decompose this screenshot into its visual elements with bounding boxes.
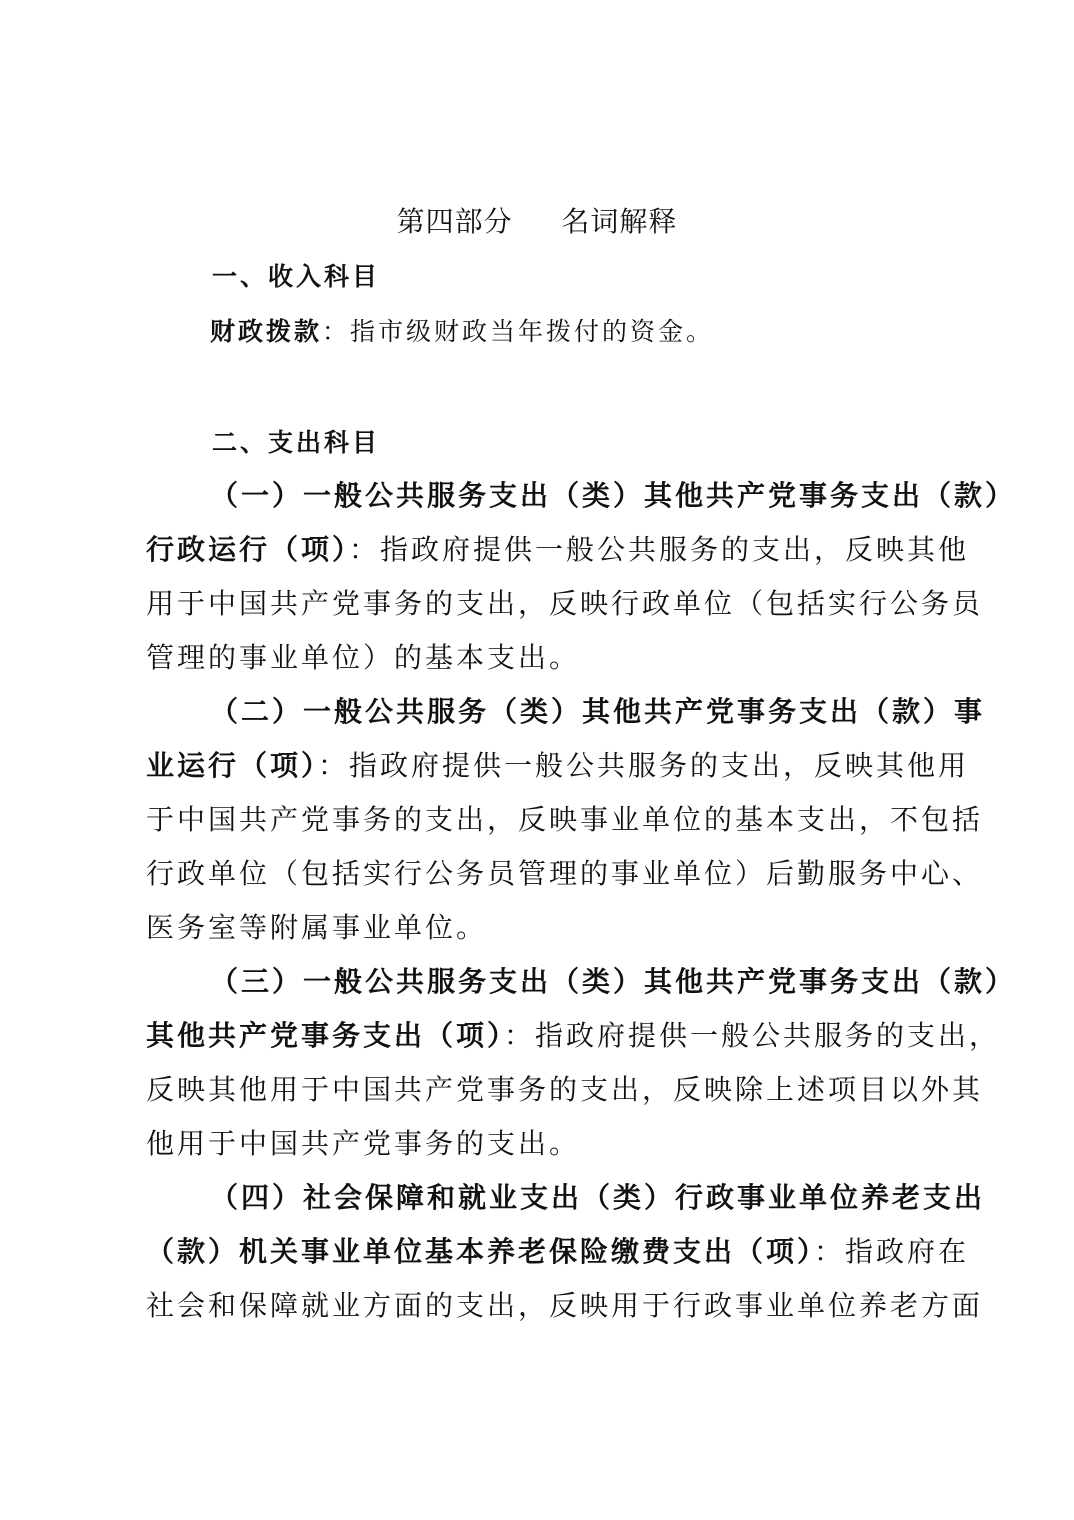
item3-line4: 他用于中国共产党事务的支出。: [146, 1127, 581, 1160]
item4-line2: [146, 1232, 970, 1272]
item1-term: 行政运行（项）: [146, 533, 350, 566]
item1-line3: 用于中国共产党事务的支出，反映行政单位（包括实行公务员: [146, 587, 984, 620]
section-heading-income: 一、收入科目: [212, 262, 381, 291]
item2-line2: [146, 746, 970, 786]
item4-term: （款）机关事业单位基本养老保险缴费支出（项）: [146, 1235, 815, 1268]
item2-definition-start: ：指政府提供一般公共服务的支出，反映其他用: [318, 749, 970, 782]
item3-term: 其他共产党事务支出（项）: [146, 1019, 505, 1052]
term-colon: ：: [322, 317, 351, 346]
term-definition: 指市级财政当年拨付的资金。: [350, 317, 715, 346]
item2-line1: （二）一般公共服务（类）其他共产党事务支出（款）事: [210, 695, 986, 728]
item2-line3: 于中国共产党事务的支出，反映事业单位的基本支出，不包括: [146, 803, 984, 836]
term-label: 财政拨款: [210, 317, 323, 346]
item1-line4: 管理的事业单位）的基本支出。: [146, 641, 581, 674]
item1-line1: （一）一般公共服务支出（类）其他共产党事务支出（款）: [210, 479, 1017, 512]
item3-definition-start: ：指政府提供一般公共服务的支出，: [504, 1019, 1001, 1052]
item4-line1: （四）社会保障和就业支出（类）行政事业单位养老支出: [210, 1181, 986, 1214]
item4-line3: 社会和保障就业方面的支出，反映用于行政事业单位养老方面: [146, 1289, 984, 1322]
item3-line3: 反映其他用于中国共产党事务的支出，反映除上述项目以外其: [146, 1073, 984, 1106]
page-title: 第四部分 名词解释: [396, 205, 678, 238]
item4-definition-start: ：指政府在: [814, 1235, 970, 1268]
item2-line5: 医务室等附属事业单位。: [146, 911, 488, 944]
definition-fiscal-allocation: [210, 312, 936, 352]
item2-term: 业运行（项）: [146, 749, 319, 782]
item3-line1: （三）一般公共服务支出（类）其他共产党事务支出（款）: [210, 965, 1017, 998]
section-heading-expenditure: 二、支出科目: [212, 428, 381, 457]
item3-line2: [146, 1016, 1001, 1056]
item1-definition-start: ：指政府提供一般公共服务的支出，反映其他: [349, 533, 970, 566]
item2-line4: 行政单位（包括实行公务员管理的事业单位）后勤服务中心、: [146, 857, 984, 890]
item1-line2: [146, 530, 970, 570]
